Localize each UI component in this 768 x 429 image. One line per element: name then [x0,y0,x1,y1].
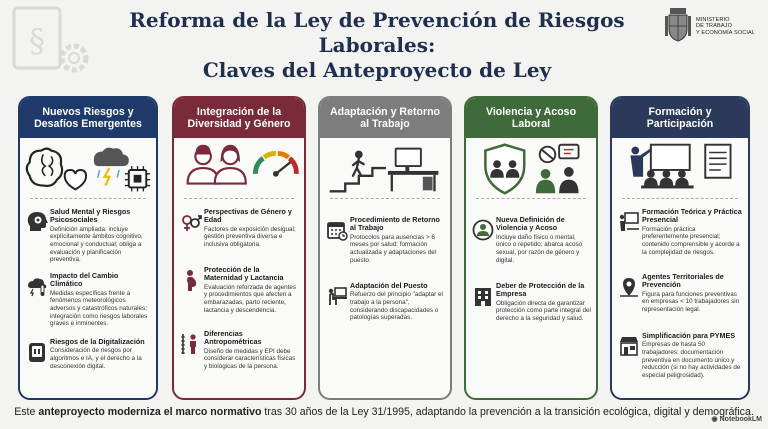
item-description: Consideración de riesgos por algoritmos e IA, y el derecho a la desconexión digital. [50,347,142,370]
pregnant-icon [180,269,202,291]
item-title: Salud Mental y Riesgos Psicosociales [50,207,131,225]
calendar-icon [326,219,348,241]
divider [330,198,440,199]
item-description: Incluye daño físico o mental, único o repetido; abarca acoso sexual, por razón de género y digital. [496,233,583,264]
item-description: Evaluación reforzada de agentes y procedimientos que afecten a embarazadas, parto reciente, lactancia y descendencia. [204,283,297,314]
column-violencia-acoso [464,96,598,400]
item-description: Refuerzo del principio "adaptar el trabajo a la persona", considerando discapacidades o patologías superadas. [350,291,443,322]
item-title: Diferencias Antropométricas [204,329,262,347]
item-title: Agentes Territoriales de Prevención [642,272,724,290]
coat-of-arms-icon [664,6,692,44]
item-title: Perspectivas de Género y Edad [204,207,292,225]
item-title: Adaptación del Puesto [350,281,428,290]
item-description: Factores de exposición desigual; gestión preventiva diversa e inclusiva obligatoria. [204,225,296,248]
column-nuevos-riesgos [18,96,158,400]
no-harassment-icon [472,219,494,241]
item-description: Empresas de hasta 50 trabajadores: documentación preventiva en documento único y reducción (si no hay actividades de especial peligrosidad). [642,341,741,379]
gender-icon [180,211,202,233]
page-title: Reforma de la Ley de Prevención de Riesgos Laborales: Claves del Anteproyecto de Ley [129,8,625,82]
notebooklm-brand: ◉ NotebookLM [711,416,762,423]
measure-person-icon [180,333,202,355]
item-description: Formación práctica preferentemente presencial; contenido comprensible y acorde a la complejidad de riesgos. [642,225,740,256]
column-header: Adaptación y Retorno al Trabajo [320,98,450,138]
footer-summary: Este anteproyecto moderniza el marco normativo tras 30 años de la Ley 31/1995, adaptando la prevención a la transición ecológica, digital y demográfica. [14,406,754,418]
building-icon [472,285,494,307]
cloud-thermometer-icon [26,275,48,297]
item-title: Procedimiento de Retorno al Trabajo [350,215,440,233]
column-adaptacion-retorno [318,96,452,400]
item-description: Protocolos para ausencias > 6 meses por salud: formación actualizada y adaptaciones del puesto. [350,233,437,264]
column-header: Integración de la Diversidad y Género [174,98,304,138]
column-header: Violencia y Acoso Laboral [466,98,596,138]
item-title: Protección de la Maternidad y Lactancia [204,265,284,283]
map-pin-icon [618,276,640,298]
brain-heart-storm-chip-illustration [20,140,156,198]
column-diversidad-genero [172,96,306,400]
divider [30,198,146,199]
divider [476,198,586,199]
notebooklm-icon: ◉ [711,416,718,423]
head-gears-icon [26,211,48,233]
divider [622,198,738,199]
column-formacion-participacion [610,96,750,400]
item-description: Definición ampliada: incluye explícitamente ámbitos cognitivo, emocional y conductual; obliga a evaluación y planificación preventiva. [50,225,143,264]
column-header: Nuevos Riesgos y Desafíos Emergentes [20,98,156,138]
item-description: Obligación directa de garantizar protección como parte integral del derecho a la seguridad y salud. [496,299,591,322]
item-title: Formación Teórica y Práctica Presencial [642,207,742,225]
ministry-line: MINISTERIO [696,17,730,23]
workstation-icon [326,285,348,307]
presentation-icon [618,211,640,233]
shield-people-illustration [466,140,596,198]
item-title: Nueva Definición de Violencia y Acoso [496,215,565,233]
item-description: Medidas específicas frente a fenómenos meteorológicos adversos y catastróficos naturales; integración como riesgos laborales graves e inminentes. [50,289,148,328]
item-title: Riesgos de la Digitalización [50,337,145,346]
document-gears-watermark-icon [8,2,94,82]
column-header: Formación y Participación [612,98,748,138]
tablet-icon [26,341,48,363]
divider [184,198,294,199]
svg-text:§: § [29,22,45,60]
item-description: Figura para funciones preventivas en empresas < 10 trabajadores sin representación legal. [642,290,740,313]
stairs-desk-illustration [320,140,450,198]
item-title: Deber de Protección de la Empresa [496,281,585,299]
ministry-line: Y ECONOMÍA SOCIAL [696,29,756,36]
item-title: Impacto del Cambio Climático [50,271,119,289]
item-description: Diseño de medidas y EPI debe considerar características físicas y biológicas de la persona. [204,347,296,370]
small-business-icon [618,335,640,357]
item-title: Simplificación para PYMES [642,331,736,340]
people-gauge-illustration [174,140,304,198]
ministry-logo [664,6,764,46]
teacher-class-document-illustration [612,140,748,198]
ministry-line: DE TRABAJO [696,23,733,30]
